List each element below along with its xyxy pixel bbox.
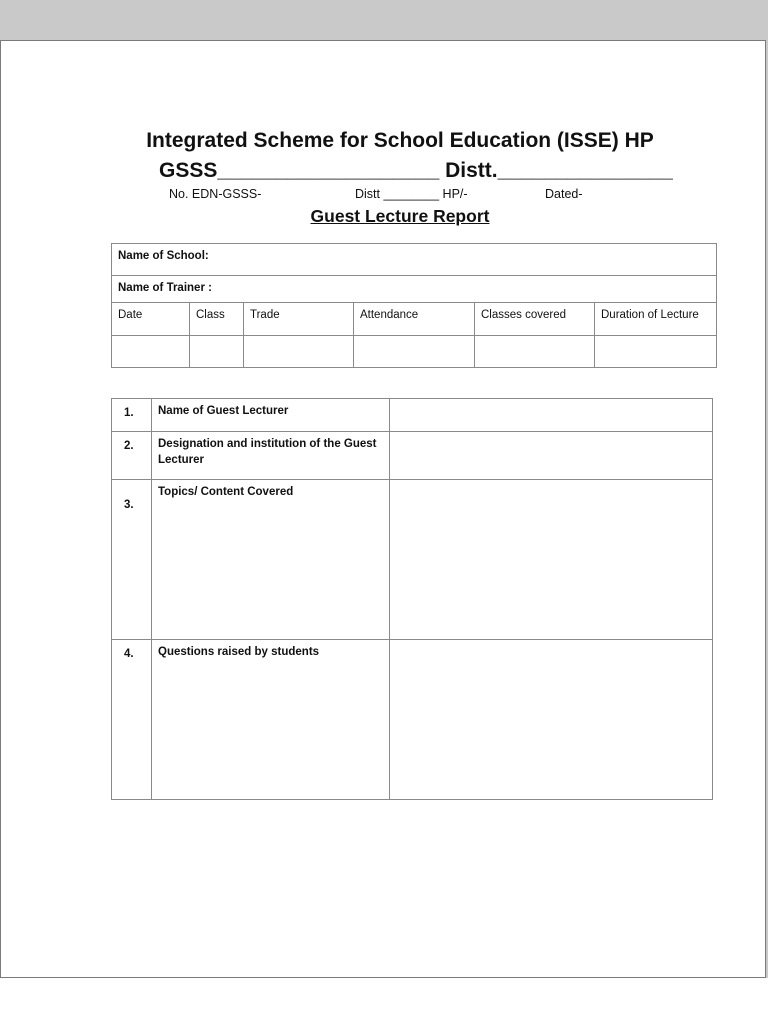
report-title: Guest Lecture Report: [310, 206, 490, 226]
column-header: Duration of Lecture: [595, 303, 717, 336]
answer-cell: [390, 432, 713, 480]
detail-table: [111, 398, 713, 800]
district-reference: Distt ________ HP/-: [355, 187, 468, 201]
dated-field: Dated-: [545, 187, 583, 201]
column-header-row: [112, 303, 717, 336]
row-label: Name of Guest Lecturer: [152, 399, 390, 432]
table-row: [112, 640, 713, 800]
column-header: Class: [190, 303, 244, 336]
blank-cell: [475, 336, 595, 368]
row-number: 3.: [112, 480, 152, 640]
table-row: [112, 480, 713, 640]
school-name-field: Name of School:: [112, 244, 717, 276]
answer-cell: [390, 399, 713, 432]
answer-cell: [390, 640, 713, 800]
row-label: Designation and institution of the Guest Lecturer: [152, 432, 390, 480]
column-header: Attendance: [354, 303, 475, 336]
district-blank: _______________: [497, 159, 673, 182]
table-row: [112, 432, 713, 480]
row-label: Questions raised by students: [152, 640, 390, 800]
row-number: 2.: [112, 432, 152, 480]
table-row: [112, 399, 713, 432]
document-title: Integrated Scheme for School Education (ISSE) HP: [146, 129, 654, 152]
column-header: Classes covered: [475, 303, 595, 336]
trainer-name-field: Name of Trainer :: [112, 276, 717, 303]
bottom-margin: [0, 978, 768, 1024]
blank-cell: [354, 336, 475, 368]
blank-cell: [595, 336, 717, 368]
column-header: Date: [112, 303, 190, 336]
info-table: [111, 243, 717, 368]
reference-number: No. EDN-GSSS-: [169, 187, 262, 201]
document-page: [0, 40, 766, 978]
school-prefix: GSSS: [159, 159, 218, 182]
school-district-line: [159, 159, 673, 183]
blank-cell: [244, 336, 354, 368]
blank-cell: [112, 336, 190, 368]
answer-cell: [390, 480, 713, 640]
row-number: 4.: [112, 640, 152, 800]
row-label: Topics/ Content Covered: [152, 480, 390, 640]
row-number: 1.: [112, 399, 152, 432]
district-prefix: Distt.: [445, 159, 498, 182]
blank-cell: [190, 336, 244, 368]
school-blank: ___________________: [217, 159, 440, 182]
column-header: Trade: [244, 303, 354, 336]
blank-entry-row: [112, 336, 717, 368]
